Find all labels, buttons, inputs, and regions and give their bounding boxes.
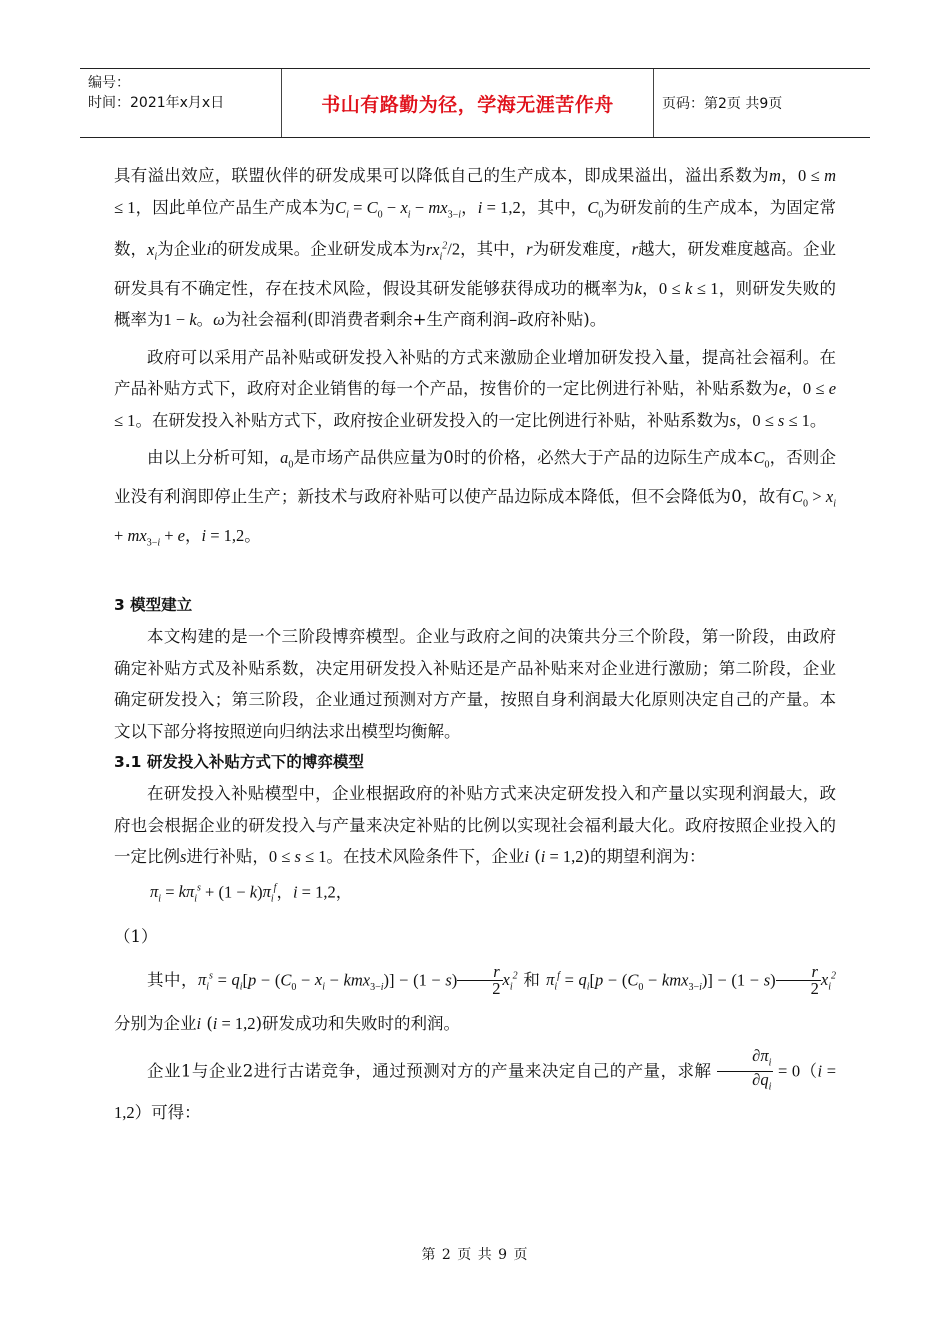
doc-code-label: 编号： <box>88 75 130 91</box>
page-header <box>80 68 870 138</box>
paragraph-success-failure-profit: 其中，$\pi_i^s = q_i[p - (C_0 - x_i - kmx_{3-i})] - (1 - s)$ $\frac{r}{2}$ $x_i^2$ 和 $\pi_i^f = q_i[p - (C_0 - kmx_{3-i})] - (1 - s)$ $\frac{r}{2}$ $x_i^2$ 分别为企业i (i = 1,2)研发成功和失败时的利润。 <box>114 962 836 1033</box>
subsection-heading-rd-subsidy: 3.1 研发投入补贴方式下的博弈模型 <box>114 753 364 772</box>
page-footer: 第 2 页 共 9 页 <box>421 1247 529 1263</box>
paragraph-rd-subsidy-model: 在研发投入补贴模型中，企业根据政府的补贴方式来决定研发投入和产量以实现利润最大，政府也会根据企业的研发投入与产量来决定补贴的比例以实现社会福利最大化。政府按照企业投入的一定比例s进行补贴，0 ≤ s ≤ 1。在技术风险条件下，企业i (i = 1,2)的期望利润为： <box>114 784 836 867</box>
equation-number: （1） <box>114 927 158 947</box>
paragraph-subsidy-methods: 政府可以采用产品补贴或研发投入补贴的方式来激励企业增加研发投入量，提高社会福利。在产品补贴方式下，政府对企业销售的每一个产品，按售价的一定比例进行补贴，补贴系数为e，0 ≤ e ≤ 1。在研发投入补贴方式下，政府按企业研发投入的一定比例进行补贴，补贴系数为s，0 ≤ s ≤ 1。 <box>114 347 837 430</box>
equation-expected-profit: $\pi_i = k\pi_i^s + (1 - k)\pi_i^f$，i = 1,2， <box>150 882 353 905</box>
doc-time-label: 时间：2021年x月x日 <box>88 95 225 111</box>
document-body <box>114 160 836 1131</box>
header-motto: 书山有路勤为径，学海无涯苦作舟 <box>321 93 614 116</box>
paragraph-three-stage-game: 本文构建的是一个三阶段博弈模型。企业与政府之间的决策共分三个阶段，第一阶段，由政府确定补贴方式及补贴系数，决定用研发投入补贴还是产品补贴来对企业进行激励；第二阶段，企业确定研发投入；第三阶段，企业通过预测对方产量，按照自身利润最大化原则决定自己的产量。本文以下部分将按照逆向归纳法求出模型均衡解。 <box>114 627 836 741</box>
section-heading-model: 3 模型建立 <box>114 596 193 615</box>
paragraph-cournot: 企业1与企业2进行古诺竞争，通过预测对方的产量来决定自己的产量，求解 $\frac{\partial\pi_i}{\partial q_i}$ = 0（i = 1,2）可得： <box>114 1045 836 1123</box>
header-motto-cell <box>282 69 654 137</box>
paragraph-overflow-effect: 具有溢出效应，联盟伙伴的研发成果可以降低自己的生产成本，即成果溢出，溢出系数为m，0 ≤ m ≤ 1，因此单位产品生产成本为$C_i = C_0 - x_i - mx_{3-i}$，i = 1,2，其中，$C_0$为研发前的生产成本，为固定常数，$x_i$为企业i的研发成果。企业研发成本为$rx_i^2/2$，其中，r为研发难度，r越大，研发难度越高。企业研发具有不确定性，存在技术风险，假设其研发能够获得成功的概率为k，0 ≤ k ≤ 1，则研发失败的概率为1 − k。ω为社会福利(即消费者剩余+生产商利润–政府补贴)。 <box>114 166 837 330</box>
header-meta <box>80 69 282 137</box>
header-page-info: 页码：第2页 共9页 <box>662 96 783 112</box>
paragraph-analysis: 由以上分析可知，$a_0$是市场产品供应量为0时的价格，必然大于产品的边际生产成本$C_0$，否则企业没有利润即停止生产；新技术与政府补贴可以使产品边际成本降低，但不会降低为0，故有$C_0 > x_i + mx_{3-i} + e$，i = 1,2。 <box>114 448 837 548</box>
